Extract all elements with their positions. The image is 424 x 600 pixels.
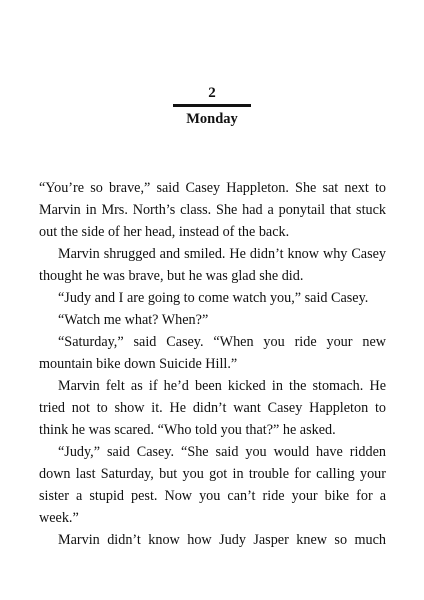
chapter-number: 2 <box>208 85 216 101</box>
paragraph: Marvin felt as if he’d been kicked in the stomach. He tried not to show it. He didn’t want Casey Happleton to think he was scared. “Who told you that?” he asked. <box>39 378 386 438</box>
paragraph: “You’re so brave,” said Casey Happleton. She sat next to Marvin in Mrs. North’s class. She had a ponytail that stuck out the side of her head, instead of the back. <box>39 180 386 240</box>
paragraph: “Saturday,” said Casey. “When you ride your new mountain bike down Suicide Hill.” <box>39 334 386 372</box>
chapter-divider-rule <box>173 104 251 107</box>
paragraph: “Judy,” said Casey. “She said you would have ridden down last Saturday, but you got in trouble for calling your sister a stupid pest. Now you can’t ride your bike for a week.” <box>39 444 386 526</box>
paragraph: “Judy and I are going to come watch you,” said Casey. <box>58 290 369 306</box>
chapter-title: Monday <box>186 111 238 127</box>
paragraph: Marvin shrugged and smiled. He didn’t know why Casey thought he was brave, but he was glad she did. <box>39 246 386 284</box>
paragraph: Marvin didn’t know how Judy Jasper knew so much <box>58 532 386 548</box>
paragraph: “Watch me what? When?” <box>58 312 209 328</box>
chapter-body <box>39 177 386 551</box>
